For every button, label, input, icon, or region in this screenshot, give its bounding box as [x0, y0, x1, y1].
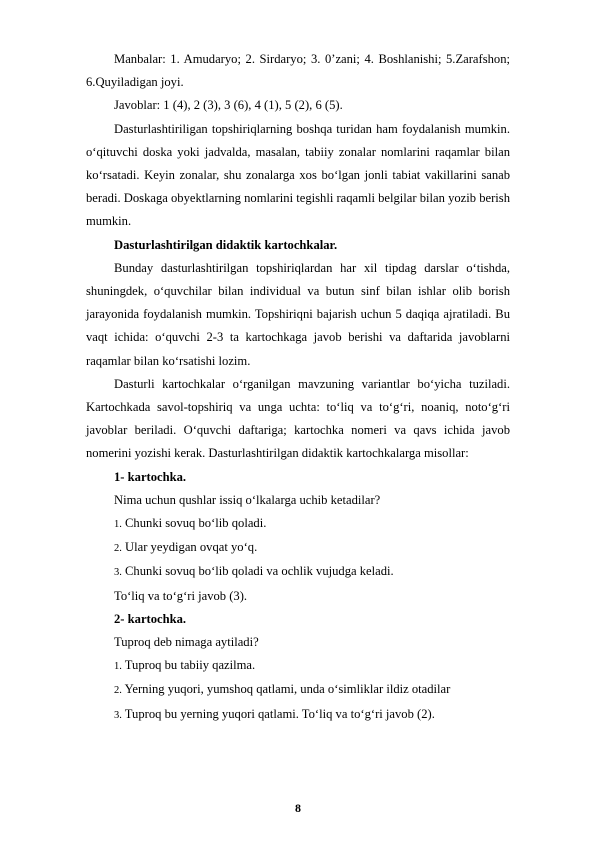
card-1-option: [86, 536, 510, 560]
card-2-option: [86, 654, 510, 678]
option-number: 3.: [114, 567, 122, 579]
section-heading: Dasturlashtirilgan didaktik kartochkalar.: [114, 237, 338, 252]
option-text: Tuproq bu tabiiy qazilma.: [124, 658, 256, 673]
option-text: Ular yeydigan ovqat yo‘q.: [125, 540, 258, 555]
card-2-option: [86, 678, 510, 702]
card-2-question: Tuproq deb nimaga aytiladi?: [114, 635, 259, 650]
paragraph-other-tasks: Dasturlashtiriligan topshiriqlarning boshqa turidan ham foydalanish mumkin. o‘qituvchi doska yoki jadvalda, masalan, tabiiy zonalar nomlarini raqamlar bilan ko‘rsatadi. Keyin zonalar, shu zonalarga xos bo‘lgan jonli tabiat vakillarini sanab beradi. Doskaga obyektlarning nomlarini tegishli raqamli belgilar bilan yozib berish mumkin.: [86, 121, 510, 229]
card-2-option: [86, 703, 510, 727]
card-1-option: [86, 560, 510, 584]
answers-paragraph: Javoblar: 1 (4), 2 (3), 3 (6), 4 (1), 5 (2), 6 (5).: [114, 98, 343, 113]
option-number: 2.: [114, 543, 122, 555]
card-1-option: [86, 512, 510, 536]
option-number: 1.: [114, 519, 122, 531]
card-1-title: 1- kartochka.: [114, 469, 187, 484]
page-number: 8: [295, 801, 301, 815]
option-text: Chunki sovuq bo‘lib qoladi va ochlik vujudga keladi.: [125, 564, 394, 579]
page-body: [86, 48, 510, 727]
option-text: Tuproq bu yerning yuqori qatlami. To‘liq va to‘g‘ri javob (2).: [124, 706, 435, 721]
option-number: 1.: [114, 661, 122, 673]
option-number: 3.: [114, 709, 122, 721]
paragraph-cards: Dasturli kartochkalar o‘rganilgan mavzuning variantlar bo‘yicha tuziladi. Kartochkada savol-topshiriq va unga uchta: to‘liq va to‘g‘ri, noaniq, noto‘g‘ri javoblar beriladi. O‘quvchi daftariga; kartochka nomeri va qavs ichida javob nomerini yozishi kerak. Dasturlashtirilgan didaktik kartochkalarga misollar:: [86, 376, 510, 461]
paragraph-usage: Bunday dasturlashtirilgan topshiriqlardan har xil tipdag darslar o‘tishda, shuningdek, o‘quvchilar bilan individual va butun sinf bilan ishlar olib borish jarayonida foydalanish mumkin. Topshiriqni bajarish uchun 5 daqiqa ajratiladi. Bu vaqt ichida: o‘quvchi 2-3 ta kartochkaga javob berishi va daftarida javoblarni raqamlar bilan ko‘rsatishi lozim.: [86, 260, 510, 368]
option-text: Yerning yuqori, yumshoq qatlami, unda o‘simliklar ildiz otadilar: [124, 682, 451, 697]
card-2-title: 2- kartochka.: [114, 611, 187, 626]
sources-paragraph: Manbalar: 1. Amudaryo; 2. Sirdaryo; 3. 0’zani; 4. Boshlanishi; 5.Zarafshon; 6.Quyiladigan joyi.: [86, 52, 510, 90]
option-text: Chunki sovuq bo‘lib qoladi.: [125, 516, 267, 531]
card-1-question: Nima uchun qushlar issiq o‘lkalarga uchib ketadilar?: [114, 492, 381, 507]
card-1-answer: To‘liq va to‘g‘ri javob (3).: [114, 588, 248, 603]
option-number: 2.: [114, 685, 122, 697]
